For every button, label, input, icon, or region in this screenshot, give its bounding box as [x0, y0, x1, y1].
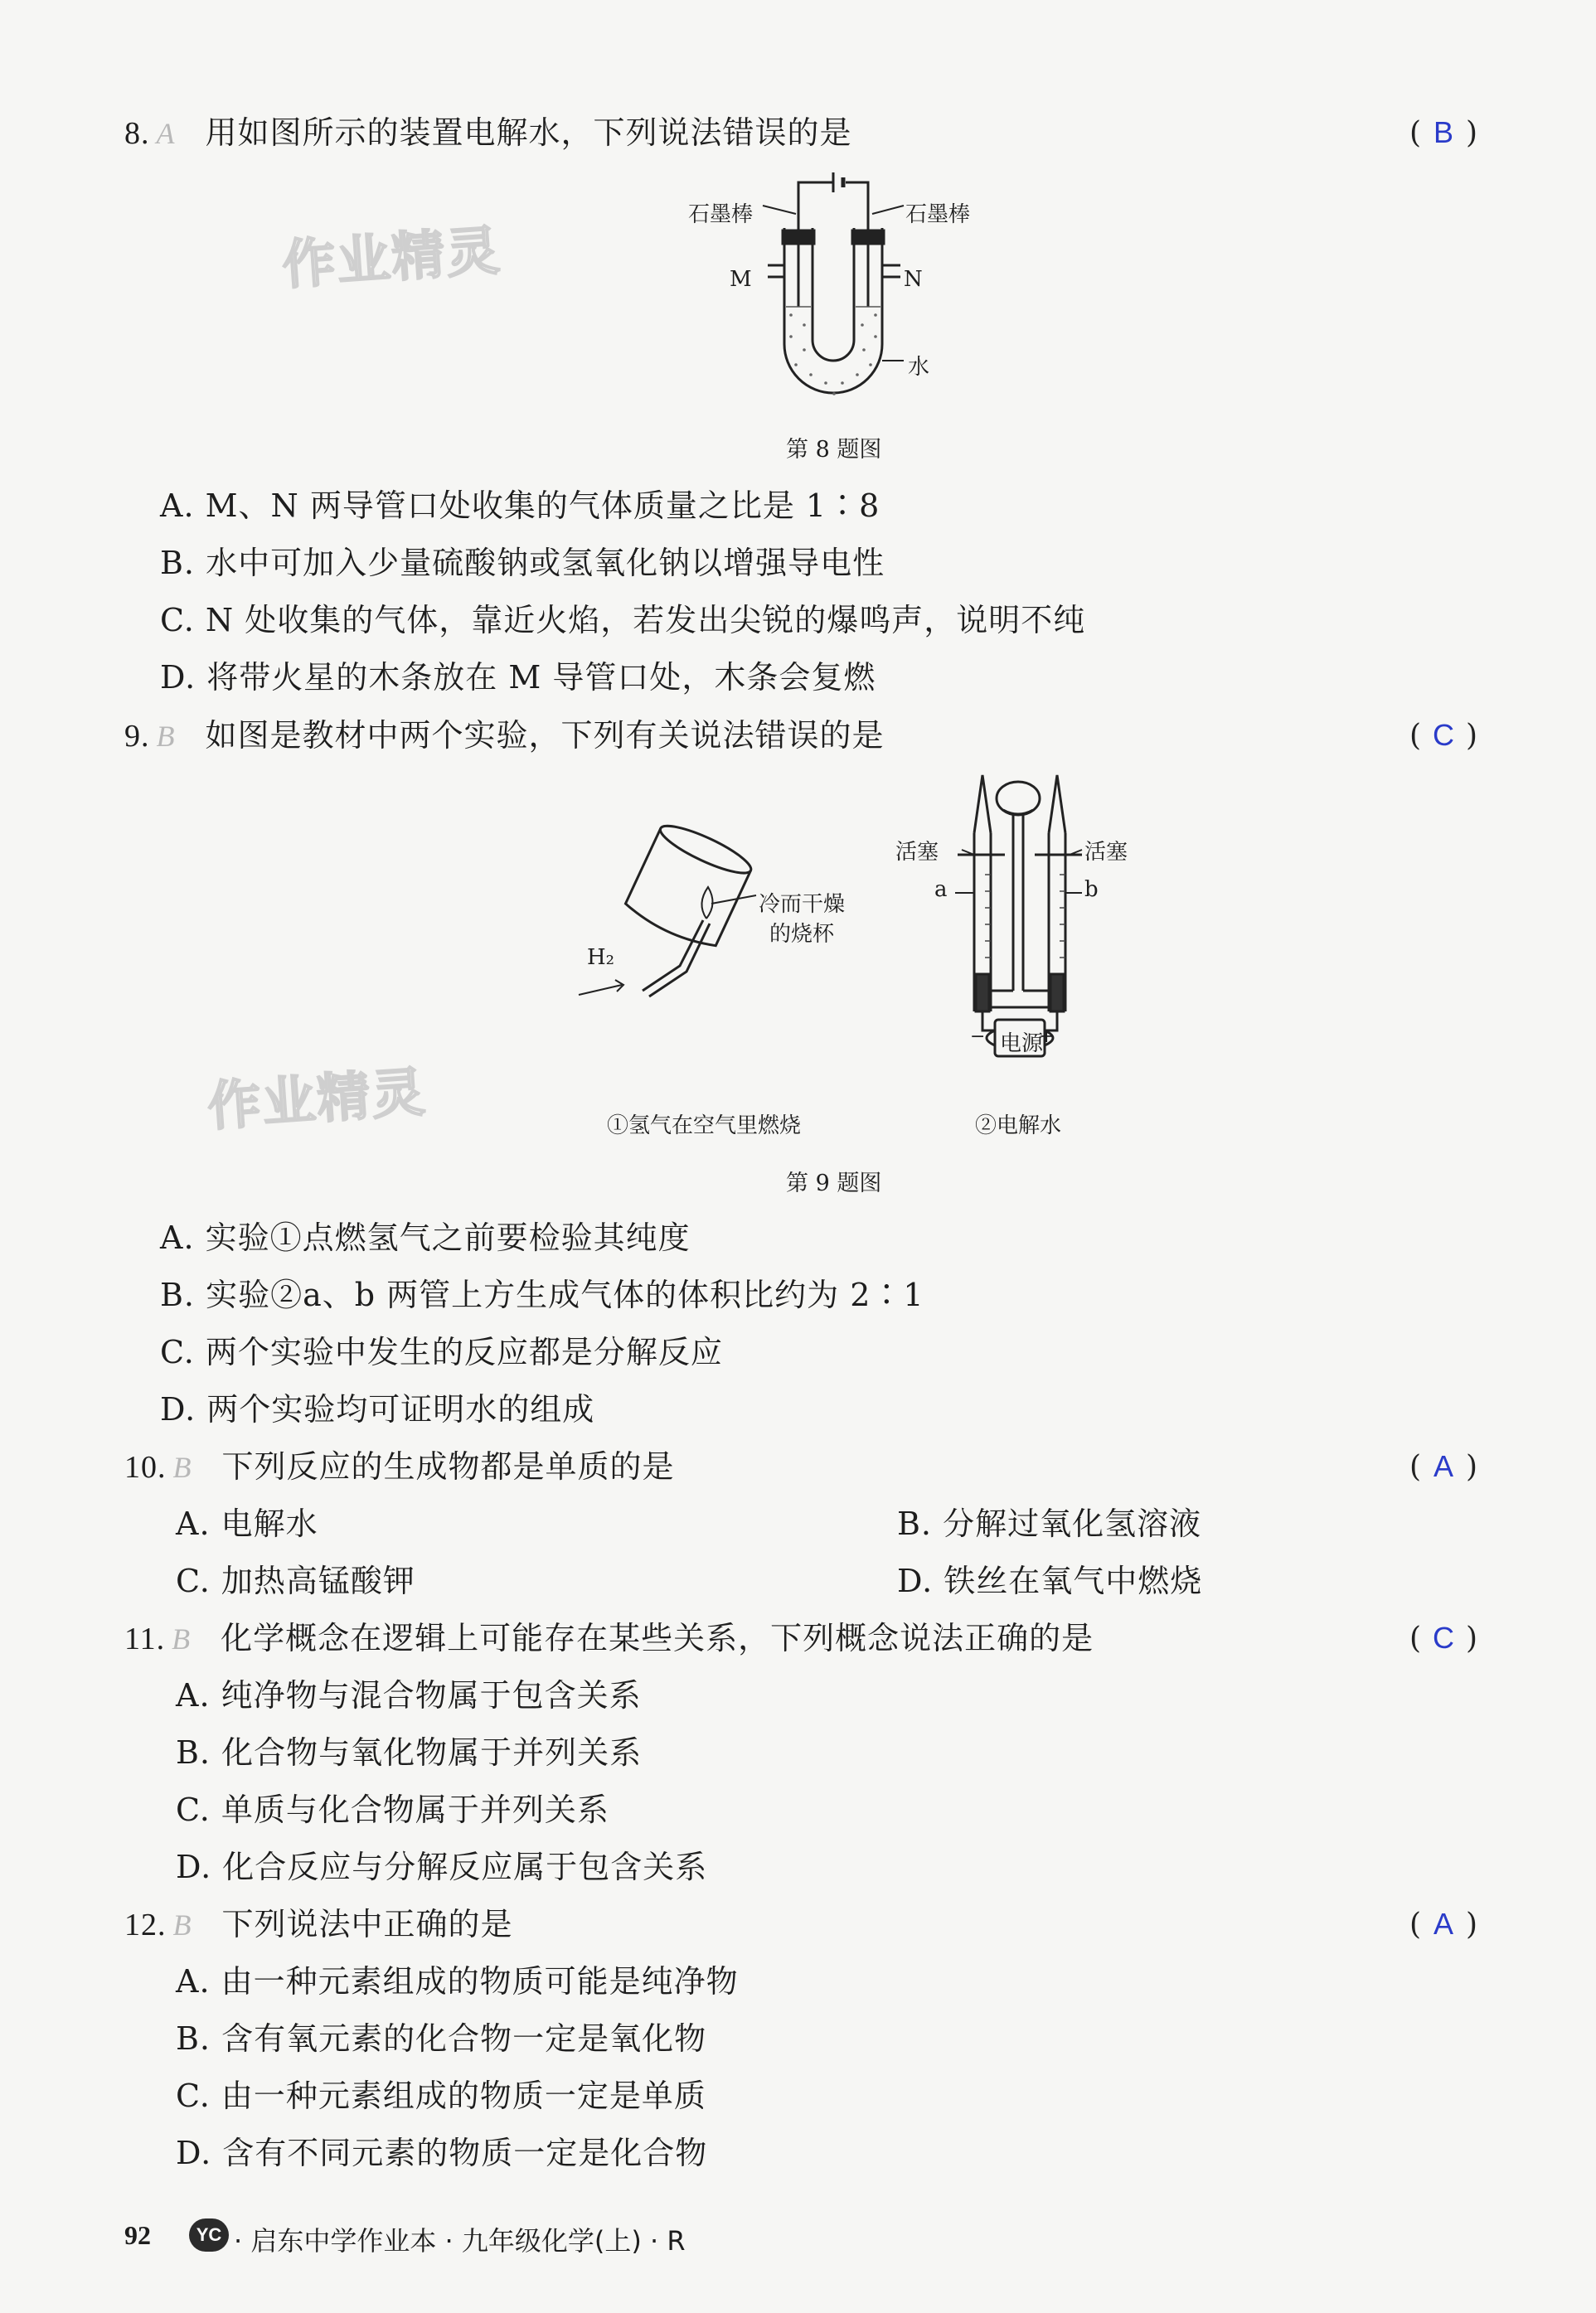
question-11-stem — [124, 1617, 1094, 1660]
question-10-option-b: B. 分解过氧化氢溶液 — [897, 1506, 1202, 1542]
question-9-option-a: A. 实验①点燃氢气之前要检验其纯度 — [160, 1220, 691, 1256]
figure-9-caption: 第 9 题图 — [786, 1171, 882, 1196]
answer-letter: A — [1433, 1907, 1454, 1941]
question-9-option-b: B. 实验②a、b 两管上方生成气体的体积比约为 2∶1 — [160, 1277, 924, 1313]
label-graphite-rod-left: 石墨棒 — [688, 202, 754, 227]
book-title: · 启东中学作业本 · 九年级化学(上) · R — [234, 2225, 686, 2257]
question-8-option-b: B. 水中可加入少量硫酸钠或氢氧化钠以增强导电性 — [160, 545, 885, 581]
question-12-stem — [124, 1903, 513, 1946]
watermark: 作业精灵 — [206, 1061, 429, 1139]
label-graphite-rod-right: 石墨棒 — [905, 202, 971, 227]
difficulty-level: B — [156, 720, 176, 753]
difficulty-level: B — [172, 1908, 192, 1942]
label-tube-m: M — [730, 267, 752, 292]
label-valve-right: 活塞 — [1084, 840, 1128, 865]
answer-letter: B — [1433, 115, 1454, 149]
label-water: 水 — [908, 355, 930, 380]
label-valve-left: 活塞 — [895, 840, 939, 865]
answer-box: ( A ) — [1409, 1903, 1477, 1946]
question-12-option-b: B. 含有氧元素的化合物一定是氧化物 — [176, 2020, 707, 2057]
question-10-stem — [124, 1446, 675, 1488]
label-tube-a: a — [934, 877, 948, 902]
question-text: 下列反应的生成物都是单质的是 — [221, 1448, 675, 1485]
label-tube-n: N — [904, 267, 923, 292]
question-9-option-d: D. 两个实验均可证明水的组成 — [160, 1391, 595, 1428]
question-8-option-a: A. M、N 两导管口处收集的气体质量之比是 1∶8 — [160, 487, 880, 524]
label-minus: − — [970, 1026, 986, 1047]
label-hydrogen: H₂ — [587, 945, 615, 970]
figure-9-subcaption-2: ②电解水 — [975, 1113, 1062, 1138]
question-8-option-c: C. N 处收集的气体，靠近火焰，若发出尖锐的爆鸣声，说明不纯 — [160, 602, 1086, 638]
figure-9-subcaption-1: ①氢气在空气里燃烧 — [607, 1113, 802, 1138]
question-11-option-d: D. 化合反应与分解反应属于包含关系 — [176, 1849, 708, 1885]
question-12-option-d: D. 含有不同元素的物质一定是化合物 — [176, 2135, 708, 2171]
answer-box: ( B ) — [1409, 112, 1477, 154]
label-cold-dry-beaker-1: 冷而干燥 — [759, 892, 846, 917]
question-number: 8. — [124, 116, 150, 151]
question-9-option-c: C. 两个实验中发生的反应都是分解反应 — [160, 1334, 723, 1370]
label-tube-b: b — [1084, 877, 1099, 902]
question-9-stem — [124, 715, 885, 757]
question-text: 用如图所示的装置电解水，下列说法错误的是 — [205, 114, 852, 151]
question-11-option-b: B. 化合物与氧化物属于并列关系 — [176, 1734, 643, 1771]
label-plus: + — [1039, 1026, 1055, 1047]
question-8-stem — [124, 112, 852, 154]
question-10-option-d: D. 铁丝在氧气中燃烧 — [897, 1563, 1203, 1599]
question-12-option-a: A. 由一种元素组成的物质可能是纯净物 — [176, 1963, 739, 2000]
question-number: 11. — [124, 1622, 166, 1656]
page-number: 92 — [124, 2220, 151, 2250]
answer-box: ( C ) — [1409, 1617, 1477, 1660]
difficulty-level: A — [156, 117, 176, 150]
question-8-option-d: D. 将带火星的木条放在 M 导管口处，木条会复燃 — [160, 659, 876, 696]
answer-letter: C — [1433, 718, 1455, 752]
question-number: 10. — [124, 1450, 167, 1485]
question-10-option-a: A. 电解水 — [176, 1506, 318, 1542]
watermark: 作业精灵 — [280, 220, 503, 298]
question-number: 9. — [124, 719, 150, 754]
difficulty-level: B — [172, 1451, 192, 1484]
difficulty-level: B — [172, 1622, 192, 1656]
question-text: 化学概念在逻辑上可能存在某些关系，下列概念说法正确的是 — [221, 1620, 1094, 1656]
question-10-option-c: C. 加热高锰酸钾 — [176, 1563, 415, 1599]
question-number: 12. — [124, 1908, 167, 1942]
publisher-logo: YC — [189, 2218, 229, 2252]
answer-letter: C — [1433, 1621, 1455, 1655]
question-text: 如图是教材中两个实验，下列有关说法错误的是 — [205, 717, 885, 754]
label-power-source: 电源 — [1000, 1031, 1044, 1056]
question-11-option-c: C. 单质与化合物属于并列关系 — [176, 1792, 609, 1828]
question-text: 下列说法中正确的是 — [221, 1906, 513, 1942]
figure-8-caption: 第 8 题图 — [786, 437, 882, 463]
question-12-option-c: C. 由一种元素组成的物质一定是单质 — [176, 2078, 706, 2114]
label-cold-dry-beaker-2: 的烧杯 — [769, 922, 835, 947]
answer-box: ( A ) — [1409, 1446, 1477, 1488]
question-11-option-a: A. 纯净物与混合物属于包含关系 — [176, 1677, 642, 1714]
answer-box: ( C ) — [1409, 715, 1477, 757]
answer-letter: A — [1433, 1449, 1454, 1483]
